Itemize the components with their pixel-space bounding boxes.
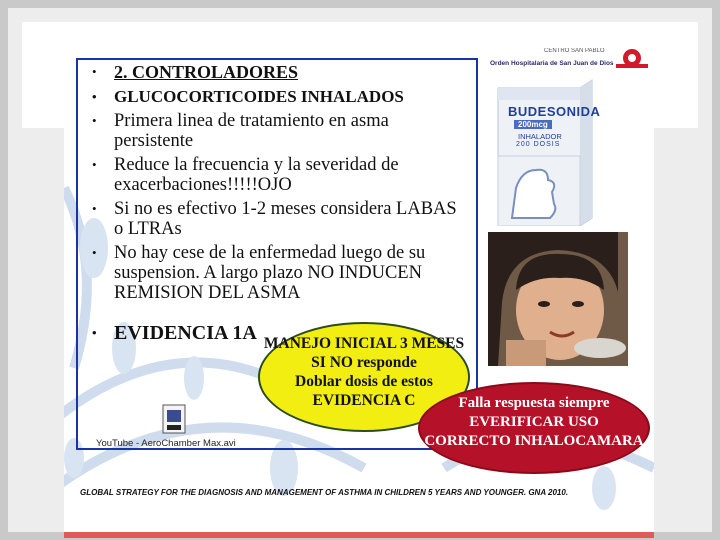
bullet-item [88,155,468,195]
bullet-text: Primera linea de tratamiento en asma persistente [114,111,389,151]
callout-line: CORRECTO INHALOCAMARA [424,433,644,449]
hospital-logo [488,48,654,78]
bullet-item [88,62,468,83]
bullet-text: 2. CONTROLADORES [114,62,299,82]
bullet-marker: • [92,325,97,340]
bullet-text: No hay cese de la enfermedad luego de su suspension. A largo plazo NO INDUCEN REMISION DEL ASMA [114,243,426,303]
bullet-text: Reduce la frecuencia y la severidad de exacerbaciones!!!!!OJO [114,155,399,195]
bullet-text: Si no es efectivo 1-2 meses considera LABAS o LTRAs [114,199,457,239]
logo-text: CENTRO SAN PABLO [544,48,605,54]
inhaler-box-image [492,78,601,226]
bullet-item [88,243,468,303]
video-caption[interactable]: YouTube - AeroChamber Max.avi [96,438,236,449]
bullet-item [88,199,468,239]
bullet-item [88,87,468,107]
bullet-list [88,62,468,347]
bullet-marker: • [92,89,97,104]
bullet-marker: • [92,64,97,79]
bullet-marker: • [92,157,97,172]
reference-citation: GLOBAL STRATEGY FOR THE DIAGNOSIS AND MANAGEMENT OF ASTHMA IN CHILDREN 5 YEARS AND YOUNGER. GNA 2010. [80,488,569,497]
video-file-icon [160,404,188,434]
callout-line: Doblar dosis de estos [295,373,433,390]
bullet-text: GLUCOCORTICOIDES INHALADOS [114,87,404,106]
bullet-marker: • [92,245,97,260]
bottom-strip [64,532,654,538]
slide-image [64,48,654,538]
bullet-item [88,111,468,151]
callout-line: EVERIFICAR USO [469,414,599,430]
callout-line: SI NO responde [311,354,417,371]
bullet-marker: • [92,201,97,216]
inhaler-type: INHALADOR [518,132,562,141]
callout-line: EVIDENCIA C [312,392,416,409]
inhaler-brand: BUDESONIDA [508,104,601,119]
callout-line: Falla respuesta siempre [458,395,610,411]
logo-emblem-icon [612,48,652,74]
logo-subtitle: Orden Hospitalaria de San Juan de Dios [490,60,614,67]
red-callout-text [420,394,648,451]
bullet-marker: • [92,113,97,128]
child-photo [488,232,628,366]
red-callout [418,382,650,474]
inhaler-dose: 200mcg [514,120,552,129]
callout-line: MANEJO INICIAL 3 MESES [263,335,465,352]
bullet-text: EVIDENCIA 1A [114,322,257,344]
inhaler-box-graphic [492,78,601,226]
inhaler-count: 200 DOSIS [516,141,561,148]
